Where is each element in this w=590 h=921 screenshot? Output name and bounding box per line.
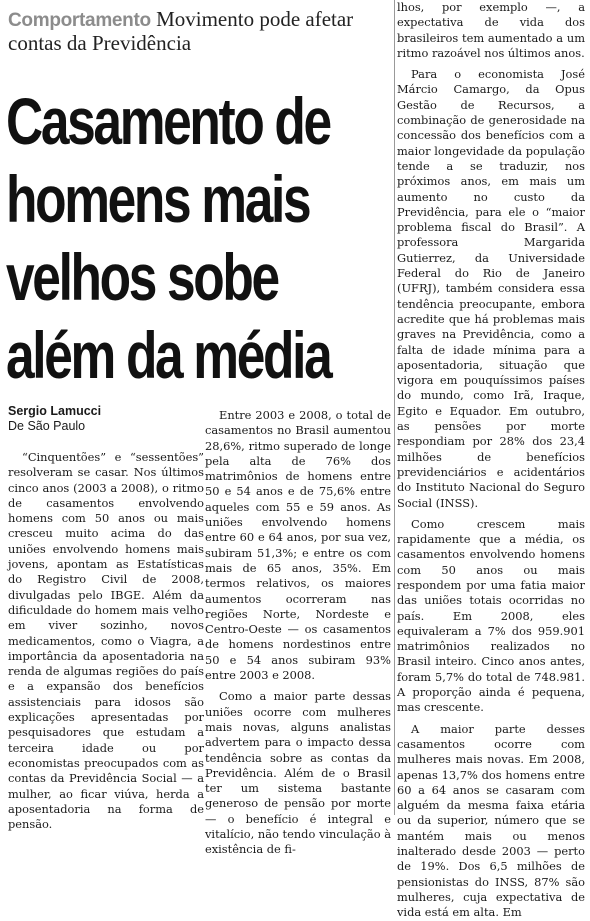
byline-location: De São Paulo <box>8 419 86 433</box>
paragraph: “Cinquentões” e “sessentões” resolveram se casar. Nos últimos cinco anos (2003 a 2008), o ritmo de casamentos envolvendo homens com 50 anos ou mais cresceu muito acima do das uniões envolvendo homens mais jovens, apontam as Estatísticas do Registro Civil de 2008, divulgadas pelo IBGE. Além da dificuldade do homem mais velho em viver sozinho, novos medicamentos, como o Viagra, a importância da aposentadoria na renda de algumas regiões do país e a expansão dos benefícios assistenciais para idosos são explicações apresentadas por pesquisadores que estudam a terceira idade ou por economistas preocupados com as contas da Previdência Social — a mulher, ao ficar viúva, herda a aposentadoria na forma de pensão. <box>8 450 204 832</box>
paragraph: Como a maior parte dessas uniões ocorre com mulheres mais novas, alguns analistas advertem para o impacto dessa tendência sobre as contas da Previdência. Além de o Brasil ter um sistema bastante generoso de pensão por morte — o benefício é integral e vitalício, não tendo vinculação à existência de fi- <box>205 689 391 857</box>
column-divider <box>394 0 395 815</box>
article-column-1 <box>8 450 204 832</box>
byline <box>8 404 208 434</box>
paragraph: Como crescem mais rapidamente que a média, os casamentos envolvendo homens com 50 anos ou mais respondem por uma fatia maior das uniões totais ocorridas no país. Em 2008, eles equivaleram a 7% dos 959.901 matrimônios realizados no Brasil inteiro. Cinco anos antes, foram 5,7% do total de 748.981. A proporção ainda é pequena, mas crescente. <box>397 516 585 715</box>
headline: Casamento de homens mais velhos sobe além da média <box>6 84 331 392</box>
paragraph: lhos, por exemplo —, a expectativa de vida dos brasileiros tem aumentado a um ritmo razoável nos últimos anos. <box>397 0 585 60</box>
article-column-2 <box>205 408 391 858</box>
article-column-3 <box>397 0 585 921</box>
section-label: Comportamento <box>8 10 151 31</box>
byline-author: Sergio Lamucci <box>8 404 102 418</box>
kicker <box>8 8 388 55</box>
kicker-text: Movimento pode afetar contas da Previdência <box>8 7 354 55</box>
paragraph: Para o economista José Márcio Camargo, da Opus Gestão de Recursos, a combinação de generosidade na concessão dos benefícios com a maior longevidade da população tende a se traduzir, nos próximos anos, em mais um aumento no custo da Previdência, para ele o “maior problema fiscal do Brasil”. A professora Margarida Gutierrez, da Universidade Federal do Rio de Janeiro (UFRJ), também considera essa tendência preocupante, embora acredite que há problemas mais graves na Previdência, como a falta de idade mínima para a aposentadoria, situação que vigora em pouquíssimos países do mundo, como Irã, Iraque, Egito e Equador. Em outubro, as pensões por morte respondiam por 28% dos 23,4 milhões de benefícios previdenciários e acidentários do Instituto Nacional do Seguro Social (INSS). <box>397 67 585 510</box>
paragraph: Entre 2003 e 2008, o total de casamentos no Brasil aumentou 28,6%, ritmo superado de longe pela alta de 76% dos matrimônios de homens entre 50 e 54 anos e de 75,6% entre aqueles com 55 e 59 anos. As uniões envolvendo homens entre 60 e 64 anos, por sua vez, subiram 51,3%; e entre os com mais de 65 anos, 35%. Em termos relativos, os maiores aumentos ocorreram nas regiões Norte, Nordeste e Centro-Oeste — os casamentos de homens nordestinos entre 50 e 54 anos subiram 93% entre 2003 e 2008. <box>205 408 391 683</box>
paragraph: A maior parte desses casamentos ocorre com mulheres mais novas. Em 2008, apenas 13,7% dos homens entre 60 a 64 anos se casaram com alguém da mesma faixa etária ou da superior, número que se mantém mais ou menos inalterado desde 2003 — perto de 19%. Dos 6,5 milhões de pensionistas do INSS, 87% são mulheres, cuja expectativa de vida está em alta. Em <box>397 721 585 920</box>
